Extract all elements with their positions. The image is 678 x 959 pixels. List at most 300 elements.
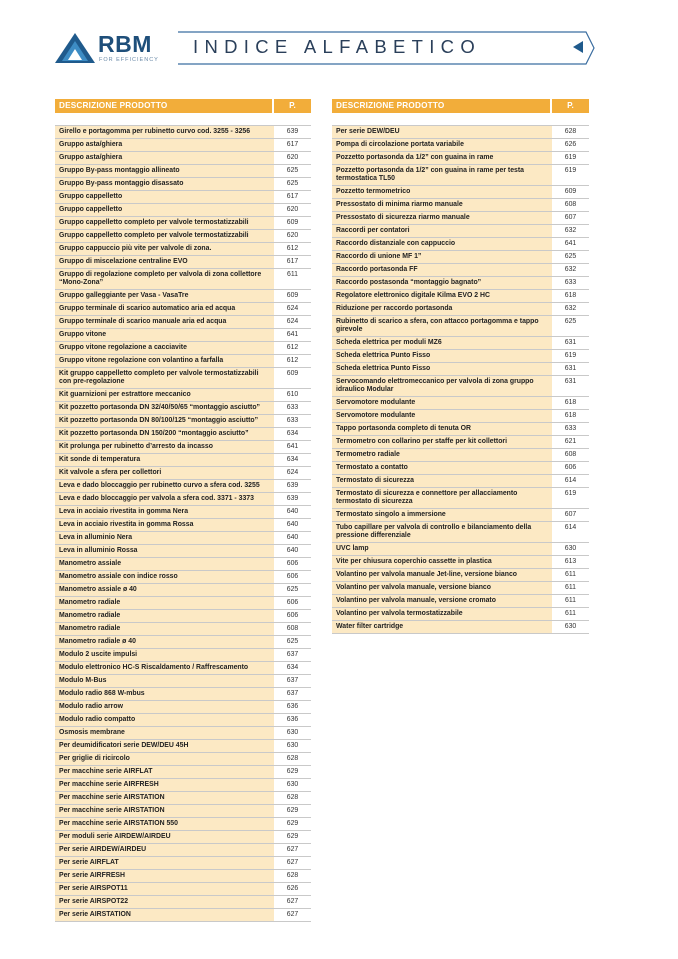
index-row — [55, 571, 311, 584]
index-row — [55, 480, 311, 493]
page-number[interactable]: 641 — [274, 329, 311, 341]
index-row — [55, 290, 311, 303]
page-number[interactable]: 634 — [274, 454, 311, 466]
page-number[interactable]: 639 — [274, 126, 311, 138]
index-row — [332, 165, 589, 186]
product-description: Servocomando elettromeccanico per valvola di zona gruppo idraulico Modular — [332, 376, 552, 396]
page-number[interactable]: 628 — [552, 126, 589, 138]
index-row — [55, 727, 311, 740]
product-description: Girello e portagomma per rubinetto curvo cod. 3255 - 3256 — [55, 126, 274, 138]
index-row — [55, 217, 311, 230]
index-row — [332, 238, 589, 251]
back-arrow-icon[interactable] — [572, 40, 584, 54]
index-row — [332, 277, 589, 290]
product-description: Per moduli serie AIRDEW/AIRDEU — [55, 831, 274, 843]
product-description: Termometro radiale — [332, 449, 552, 461]
index-row — [55, 506, 311, 519]
product-description: Manometro radiale — [55, 597, 274, 609]
index-row — [55, 243, 311, 256]
page-number[interactable]: 620 — [274, 152, 311, 164]
page-number[interactable]: 625 — [552, 251, 589, 263]
product-description: Raccordo di unione MF 1” — [332, 251, 552, 263]
index-row — [55, 402, 311, 415]
product-description: Kit pozzetto portasonda DN 150/200 “montaggio asciutto” — [55, 428, 274, 440]
index-row — [332, 264, 589, 277]
product-description: Per serie DEW/DEU — [332, 126, 552, 138]
page-number[interactable]: 611 — [552, 569, 589, 581]
product-description: Gruppo vitone — [55, 329, 274, 341]
page-number[interactable]: 636 — [274, 714, 311, 726]
index-row — [332, 290, 589, 303]
index-row — [55, 191, 311, 204]
index-row — [55, 178, 311, 191]
product-description: Modulo radio arrow — [55, 701, 274, 713]
product-description: Termostato a contatto — [332, 462, 552, 474]
page-number[interactable]: 624 — [274, 467, 311, 479]
index-row — [332, 582, 589, 595]
product-description: Gruppo cappelletto completo per valvole termostatizzabili — [55, 230, 274, 242]
index-row — [55, 269, 311, 290]
page-number[interactable]: 640 — [274, 532, 311, 544]
page-number[interactable]: 632 — [552, 303, 589, 315]
page-number[interactable]: 609 — [274, 368, 311, 388]
product-description: Gruppo asta/ghiera — [55, 152, 274, 164]
page-number[interactable]: 617 — [274, 191, 311, 203]
product-description: Per serie AIRSTATION — [55, 909, 274, 921]
product-description: Raccordi per contatori — [332, 225, 552, 237]
page-number[interactable]: 625 — [274, 584, 311, 596]
index-row — [332, 488, 589, 509]
page-number[interactable]: 608 — [274, 623, 311, 635]
index-row — [55, 454, 311, 467]
product-description: Modulo elettronico HC-S Riscaldamento / Raffrescamento — [55, 662, 274, 674]
index-row — [55, 883, 311, 896]
page-number[interactable]: 626 — [552, 139, 589, 151]
page-number[interactable]: 639 — [274, 480, 311, 492]
index-row — [55, 467, 311, 480]
page-number[interactable]: 613 — [552, 556, 589, 568]
page-number[interactable]: 637 — [274, 649, 311, 661]
index-row — [55, 519, 311, 532]
brand-name: RBM — [98, 31, 152, 57]
page-number[interactable]: 619 — [552, 488, 589, 508]
index-row — [332, 449, 589, 462]
product-description: Kit prolunga per rubinetto d’arresto da incasso — [55, 441, 274, 453]
product-description: Pozzetto portasonda da 1/2” con guaina in rame per testa termostatica TL50 — [332, 165, 552, 185]
page-number[interactable]: 630 — [274, 727, 311, 739]
index-row — [332, 337, 589, 350]
page-number[interactable]: 631 — [552, 363, 589, 375]
index-row — [332, 139, 589, 152]
page-number[interactable]: 608 — [552, 199, 589, 211]
index-row — [332, 569, 589, 582]
page-number[interactable]: 640 — [274, 506, 311, 518]
page-number[interactable]: 633 — [274, 415, 311, 427]
index-row — [332, 509, 589, 522]
page-number[interactable]: 624 — [274, 303, 311, 315]
product-description: Pompa di circolazione portata variabile — [332, 139, 552, 151]
index-row — [332, 316, 589, 337]
index-row — [55, 316, 311, 329]
index-row — [55, 303, 311, 316]
page-number[interactable]: 634 — [274, 662, 311, 674]
page-number[interactable]: 608 — [552, 449, 589, 461]
page-number[interactable]: 611 — [552, 608, 589, 620]
index-row — [332, 475, 589, 488]
product-description: Manometro radiale — [55, 610, 274, 622]
page-number[interactable]: 612 — [274, 355, 311, 367]
index-row — [332, 303, 589, 316]
page-number[interactable]: 631 — [552, 337, 589, 349]
index-row — [332, 621, 589, 634]
page-number[interactable]: 628 — [274, 870, 311, 882]
page-number[interactable]: 628 — [274, 792, 311, 804]
index-row — [55, 428, 311, 441]
product-description: Servomotore modulante — [332, 397, 552, 409]
index-row — [55, 368, 311, 389]
page-number[interactable]: 610 — [274, 389, 311, 401]
product-description: Water filter cartridge — [332, 621, 552, 633]
product-description: Vite per chiusura coperchio cassette in plastica — [332, 556, 552, 568]
index-row — [55, 152, 311, 165]
index-row — [332, 522, 589, 543]
product-description: Manometro radiale ø 40 — [55, 636, 274, 648]
product-description: Volantino per valvola manuale, versione bianco — [332, 582, 552, 594]
page-number[interactable]: 637 — [274, 688, 311, 700]
product-description: Gruppo galleggiante per Vasa - VasaTre — [55, 290, 274, 302]
product-description: Raccordo distanziale con cappuccio — [332, 238, 552, 250]
page-number[interactable]: 626 — [274, 883, 311, 895]
page-number[interactable]: 611 — [552, 582, 589, 594]
page-number[interactable]: 630 — [274, 779, 311, 791]
page-number[interactable]: 625 — [274, 636, 311, 648]
product-description: Gruppo terminale di scarico manuale aria ed acqua — [55, 316, 274, 328]
product-description: Osmosis membrane — [55, 727, 274, 739]
index-row — [55, 165, 311, 178]
index-row — [55, 779, 311, 792]
product-description: Pozzetto termometrico — [332, 186, 552, 198]
page-number[interactable]: 633 — [552, 277, 589, 289]
page-column-header: P. — [272, 99, 311, 113]
page-number[interactable]: 640 — [274, 519, 311, 531]
page-number[interactable]: 618 — [552, 290, 589, 302]
product-description: Gruppo By-pass montaggio disassato — [55, 178, 274, 190]
index-row — [332, 251, 589, 264]
product-description: Per macchine serie AIRSTATION — [55, 792, 274, 804]
page-number[interactable]: 618 — [552, 410, 589, 422]
product-description: Gruppo cappelletto completo per valvole termostatizzabili — [55, 217, 274, 229]
page-number[interactable]: 625 — [552, 316, 589, 336]
page-number[interactable]: 627 — [274, 896, 311, 908]
page-number[interactable]: 619 — [552, 165, 589, 185]
index-row — [55, 844, 311, 857]
product-description: Riduzione per raccordo portasonda — [332, 303, 552, 315]
index-row — [55, 857, 311, 870]
index-row — [55, 415, 311, 428]
product-description: Kit valvole a sfera per collettori — [55, 467, 274, 479]
product-description: Termostato di sicurezza e connettore per allacciamento termostato di sicurezza — [332, 488, 552, 508]
product-description: Modulo 2 uscite impulsi — [55, 649, 274, 661]
product-description: Gruppo vitone regolazione a cacciavite — [55, 342, 274, 354]
page-number[interactable]: 627 — [274, 909, 311, 921]
index-table-left — [55, 99, 311, 922]
product-description: Volantino per valvola manuale, versione cromato — [332, 595, 552, 607]
page-number[interactable]: 619 — [552, 152, 589, 164]
page-number[interactable]: 627 — [274, 857, 311, 869]
page-number[interactable]: 629 — [274, 805, 311, 817]
index-row — [332, 225, 589, 238]
index-row — [55, 441, 311, 454]
index-row — [332, 376, 589, 397]
index-row — [332, 125, 589, 139]
page-number[interactable]: 606 — [274, 597, 311, 609]
product-description: Scheda elettrica per moduli MZ6 — [332, 337, 552, 349]
index-row — [332, 436, 589, 449]
index-row — [332, 410, 589, 423]
product-description: Leva e dado bloccaggio per rubinetto curvo a sfera cod. 3255 — [55, 480, 274, 492]
product-description: Per griglie di ricircolo — [55, 753, 274, 765]
product-description: Pozzetto portasonda da 1/2” con guaina in rame — [332, 152, 552, 164]
index-row — [55, 623, 311, 636]
page-number[interactable]: 612 — [274, 243, 311, 255]
index-row — [55, 342, 311, 355]
page-number[interactable]: 627 — [274, 844, 311, 856]
product-description: Gruppo asta/ghiera — [55, 139, 274, 151]
page-number[interactable]: 619 — [552, 350, 589, 362]
product-description: Per macchine serie AIRSTATION 550 — [55, 818, 274, 830]
description-column-header: DESCRIZIONE PRODOTTO — [59, 101, 168, 110]
product-description: Per serie AIRFRESH — [55, 870, 274, 882]
product-description: Manometro assiale con indice rosso — [55, 571, 274, 583]
index-row — [55, 256, 311, 269]
product-description: Modulo M-Bus — [55, 675, 274, 687]
index-row — [55, 805, 311, 818]
page-number[interactable]: 609 — [552, 186, 589, 198]
product-description: Per serie AIRFLAT — [55, 857, 274, 869]
page-number[interactable]: 633 — [552, 423, 589, 435]
page-number[interactable]: 624 — [274, 316, 311, 328]
product-description: Manometro assiale ø 40 — [55, 584, 274, 596]
index-row — [55, 740, 311, 753]
product-description: Gruppo cappelletto — [55, 204, 274, 216]
rbm-logo — [54, 30, 164, 66]
index-row — [55, 701, 311, 714]
page-title: INDICE ALFABETICO — [193, 36, 482, 57]
index-row — [55, 766, 311, 779]
product-description: Termostato di sicurezza — [332, 475, 552, 487]
index-row — [332, 556, 589, 569]
index-row — [55, 649, 311, 662]
product-description: Scheda elettrica Punto Fisso — [332, 363, 552, 375]
page-number[interactable]: 628 — [274, 753, 311, 765]
product-description: Gruppo vitone regolazione con volantino a farfalla — [55, 355, 274, 367]
index-row — [332, 423, 589, 436]
index-row — [332, 462, 589, 475]
page-number[interactable]: 641 — [274, 441, 311, 453]
product-description: Kit gruppo cappelletto completo per valvole termostatizzabili con pre-regolazione — [55, 368, 274, 388]
product-description: Kit pozzetto portasonda DN 80/100/125 “montaggio asciutto” — [55, 415, 274, 427]
rbm-triangle-icon — [54, 32, 96, 64]
product-description: Raccordo portasonda FF — [332, 264, 552, 276]
product-description: Leva in alluminio Nera — [55, 532, 274, 544]
product-description: Gruppo terminale di scarico automatico aria ed acqua — [55, 303, 274, 315]
index-row — [332, 608, 589, 621]
index-row — [55, 896, 311, 909]
product-description: Volantino per valvola manuale Jet-line, versione bianco — [332, 569, 552, 581]
index-row — [55, 204, 311, 217]
index-row — [55, 909, 311, 922]
page-number[interactable]: 639 — [274, 493, 311, 505]
product-description: Per macchine serie AIRFRESH — [55, 779, 274, 791]
product-description: Scheda elettrica Punto Fisso — [332, 350, 552, 362]
product-description: Gruppo di regolazione completo per valvola di zona collettore “Mono-Zona” — [55, 269, 274, 289]
brand-tagline: FOR EFFICIENCY — [99, 57, 159, 63]
product-description: Leva in alluminio Rossa — [55, 545, 274, 557]
index-row — [55, 493, 311, 506]
description-column-header: DESCRIZIONE PRODOTTO — [336, 101, 445, 110]
page-number[interactable]: 606 — [552, 462, 589, 474]
table-body — [332, 125, 589, 634]
product-description: Per deumidificatori serie DEW/DEU 45H — [55, 740, 274, 752]
product-description: Per serie AIRDEW/AIRDEU — [55, 844, 274, 856]
page-number[interactable]: 606 — [274, 571, 311, 583]
index-row — [55, 125, 311, 139]
product-description: Manometro assiale — [55, 558, 274, 570]
product-description: Rubinetto di scarico a sfera, con attacco portagomma e tappo girevole — [332, 316, 552, 336]
page-number[interactable]: 620 — [274, 230, 311, 242]
index-row — [332, 199, 589, 212]
index-row — [332, 186, 589, 199]
page-number[interactable]: 620 — [274, 204, 311, 216]
page-number[interactable]: 625 — [274, 178, 311, 190]
index-row — [55, 688, 311, 701]
product-description: Modulo radio compatto — [55, 714, 274, 726]
index-row — [332, 350, 589, 363]
product-description: Manometro radiale — [55, 623, 274, 635]
index-row — [55, 662, 311, 675]
page-number[interactable]: 607 — [552, 212, 589, 224]
index-row — [55, 329, 311, 342]
page-number[interactable]: 617 — [274, 139, 311, 151]
product-description: Tappo portasonda completo di tenuta OR — [332, 423, 552, 435]
page-number[interactable]: 621 — [552, 436, 589, 448]
page-number[interactable]: 625 — [274, 165, 311, 177]
page-number[interactable]: 614 — [552, 475, 589, 487]
index-row — [55, 636, 311, 649]
index-row — [332, 543, 589, 556]
product-description: UVC lamp — [332, 543, 552, 555]
product-description: Pressostato di sicurezza riarmo manuale — [332, 212, 552, 224]
product-description: Termometro con collarino per staffe per kit collettori — [332, 436, 552, 448]
table-header — [55, 99, 311, 113]
index-row — [55, 597, 311, 610]
page-number[interactable]: 630 — [552, 621, 589, 633]
product-description: Gruppo cappuccio più vite per valvole di zona. — [55, 243, 274, 255]
product-description: Volantino per valvola termostatizzabile — [332, 608, 552, 620]
page-number[interactable]: 630 — [274, 740, 311, 752]
product-description: Tubo capillare per valvola di controllo e bilanciamento della pressione differenziale — [332, 522, 552, 542]
index-row — [332, 363, 589, 376]
page-number[interactable]: 629 — [274, 831, 311, 843]
product-description: Raccordo postasonda “montaggio bagnato” — [332, 277, 552, 289]
page-number[interactable]: 611 — [552, 595, 589, 607]
index-row — [55, 675, 311, 688]
page-number[interactable]: 632 — [552, 264, 589, 276]
table-header — [332, 99, 589, 113]
page-number[interactable]: 614 — [552, 522, 589, 542]
product-description: Kit sonde di temperatura — [55, 454, 274, 466]
page-number[interactable]: 629 — [274, 818, 311, 830]
product-description: Gruppo cappelletto — [55, 191, 274, 203]
product-description: Leva e dado bloccaggio per valvola a sfera cod. 3371 - 3373 — [55, 493, 274, 505]
index-row — [332, 152, 589, 165]
index-row — [55, 389, 311, 402]
page-number[interactable]: 629 — [274, 766, 311, 778]
product-description: Per macchine serie AIRSTATION — [55, 805, 274, 817]
page-number[interactable]: 631 — [552, 376, 589, 396]
index-row — [55, 831, 311, 844]
page-number[interactable]: 636 — [274, 701, 311, 713]
product-description: Pressostato di minima riarmo manuale — [332, 199, 552, 211]
index-row — [332, 595, 589, 608]
product-description: Kit guarnizioni per estrattore meccanico — [55, 389, 274, 401]
page-number[interactable]: 607 — [552, 509, 589, 521]
index-row — [55, 818, 311, 831]
index-row — [332, 397, 589, 410]
page-number[interactable]: 640 — [274, 545, 311, 557]
page-number[interactable]: 632 — [552, 225, 589, 237]
product-description: Per serie AIRSPOT22 — [55, 896, 274, 908]
page-number[interactable]: 634 — [274, 428, 311, 440]
page-number[interactable]: 617 — [274, 256, 311, 268]
index-row — [55, 792, 311, 805]
index-row — [332, 212, 589, 225]
index-row — [55, 610, 311, 623]
product-description: Per macchine serie AIRFLAT — [55, 766, 274, 778]
index-row — [55, 870, 311, 883]
page-number[interactable]: 609 — [274, 290, 311, 302]
page-number[interactable]: 606 — [274, 558, 311, 570]
product-description: Gruppo di miscelazione centraline EVO — [55, 256, 274, 268]
page-number[interactable]: 633 — [274, 402, 311, 414]
product-description: Kit pozzetto portasonda DN 32/40/50/65 “montaggio asciutto” — [55, 402, 274, 414]
index-row — [55, 714, 311, 727]
page-number[interactable]: 611 — [274, 269, 311, 289]
index-row — [55, 545, 311, 558]
product-description: Leva in acciaio rivestita in gomma Nera — [55, 506, 274, 518]
page-number[interactable]: 609 — [274, 217, 311, 229]
page-number[interactable]: 637 — [274, 675, 311, 687]
index-table-right — [332, 99, 589, 634]
index-row — [55, 584, 311, 597]
product-description: Termostato singolo a immersione — [332, 509, 552, 521]
product-description: Per serie AIRSPOT11 — [55, 883, 274, 895]
page-column-header: P. — [550, 99, 589, 113]
product-description: Servomotore modulante — [332, 410, 552, 422]
index-row — [55, 355, 311, 368]
page-number[interactable]: 630 — [552, 543, 589, 555]
index-row — [55, 532, 311, 545]
page-number[interactable]: 641 — [552, 238, 589, 250]
product-description: Leva in acciaio rivestita in gomma Rossa — [55, 519, 274, 531]
index-row — [55, 139, 311, 152]
product-description: Modulo radio 868 W-mbus — [55, 688, 274, 700]
page-number[interactable]: 612 — [274, 342, 311, 354]
index-row — [55, 230, 311, 243]
page-number[interactable]: 618 — [552, 397, 589, 409]
index-row — [55, 753, 311, 766]
page-number[interactable]: 606 — [274, 610, 311, 622]
